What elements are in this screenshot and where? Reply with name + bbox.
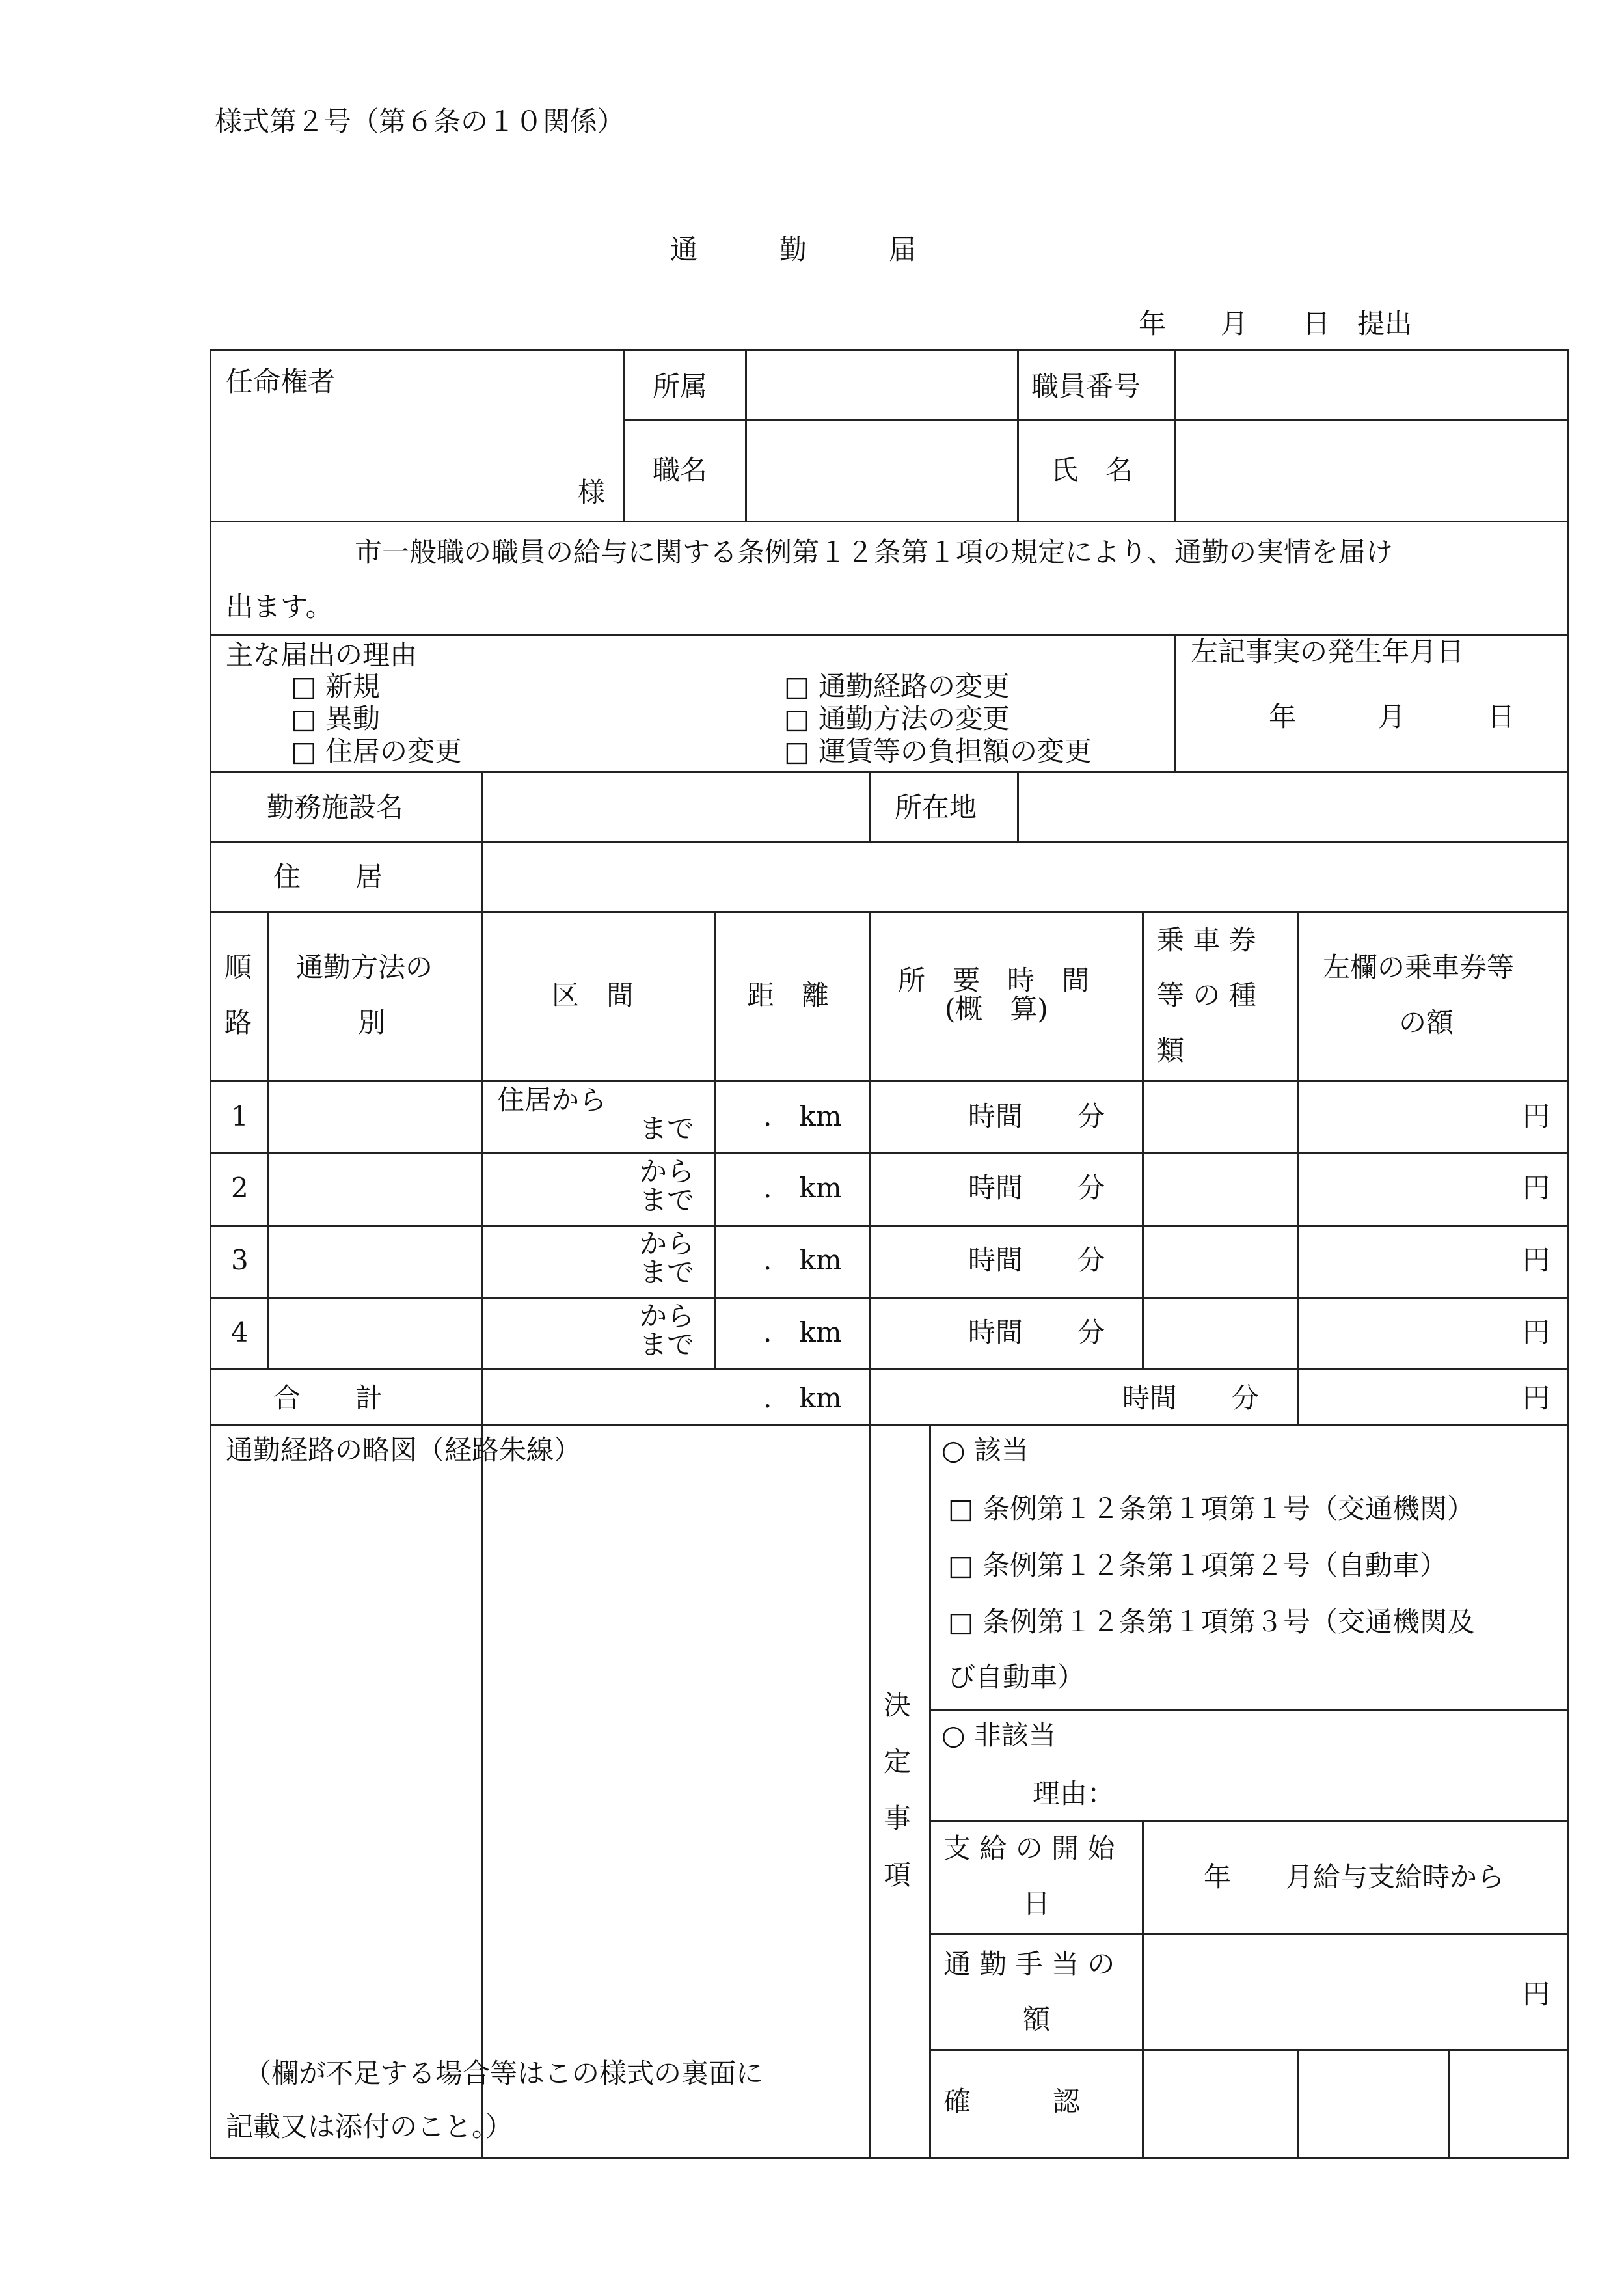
rule [1297, 911, 1299, 1370]
amount-yen[interactable]: 円 [1522, 1100, 1550, 1132]
article-item-3-cont: び自動車） [948, 1661, 1085, 1693]
rule [1017, 771, 1019, 841]
residence-field[interactable] [485, 845, 1565, 906]
confirm-label: 確 認 [943, 2085, 1081, 2117]
reason-option-fare[interactable]: □ 運賃等の負担額の変更 [784, 735, 1092, 767]
rule [210, 1297, 1569, 1299]
distance-value[interactable]: . km [763, 1172, 842, 1204]
position-field[interactable] [748, 423, 1015, 517]
method-field[interactable] [270, 1156, 478, 1223]
time-value[interactable]: 時間 分 [968, 1316, 1105, 1348]
header-section: 区 間 [552, 979, 634, 1011]
header-method-1: 通勤方法の [296, 951, 433, 983]
article-item-3[interactable]: □ 条例第１２条第１項第３号（交通機関及 [948, 1606, 1475, 1638]
rule [267, 911, 269, 1370]
section-from: 住居から [497, 1084, 607, 1116]
not-applicable-option[interactable]: ○ 非該当 [941, 1719, 1056, 1751]
rule [210, 1080, 1569, 1082]
allowance-label-2: 額 [1023, 2003, 1051, 2035]
rule [714, 911, 716, 1370]
ticket-type-field[interactable] [1145, 1228, 1293, 1295]
total-label: 合 計 [273, 1382, 383, 1414]
facility-field[interactable] [485, 776, 865, 837]
reason-option-transfer[interactable]: □ 異動 [291, 703, 381, 735]
rule [1297, 1368, 1299, 1425]
header-order-1: 順 [224, 951, 252, 983]
method-field[interactable] [270, 1301, 478, 1368]
start-date-label-1: 支 給 の 開 始 [943, 1832, 1115, 1864]
statement-line-2: 出ます。 [226, 591, 333, 623]
section-to: まで [640, 1256, 695, 1288]
rule [929, 1820, 1569, 1822]
rule [1174, 634, 1176, 772]
facility-label: 勤務施設名 [267, 791, 404, 823]
method-field[interactable] [270, 1228, 478, 1295]
rule [1142, 1820, 1144, 2159]
total-distance[interactable]: . km [763, 1382, 842, 1414]
rule [869, 911, 871, 2159]
amount-yen[interactable]: 円 [1522, 1244, 1550, 1276]
row-number: 3 [231, 1244, 249, 1276]
reason-label: 主な届出の理由 [226, 639, 418, 671]
rule [210, 911, 1569, 913]
header-method-2: 別 [358, 1007, 386, 1038]
ticket-type-field[interactable] [1145, 1301, 1293, 1368]
rule [625, 419, 1568, 421]
rule [745, 349, 747, 522]
rule [210, 1368, 1569, 1370]
header-ticket-1: 乗 車 券 [1157, 924, 1256, 956]
not-applicable-reason-label: 理由： [1033, 1778, 1115, 1810]
occurrence-date-label: 左記事実の発生年月日 [1191, 636, 1465, 668]
article-item-1[interactable]: □ 条例第１２条第１項第１号（交通機関） [948, 1493, 1475, 1525]
name-label: 氏 名 [1051, 454, 1133, 486]
rule [929, 2049, 1569, 2051]
section-from: から [640, 1156, 695, 1187]
total-time[interactable]: 時間 分 [1122, 1382, 1260, 1414]
map-label: 通勤経路の略図（経路朱線） [226, 1434, 582, 1466]
map-note-2: 記載又は添付のこと。） [226, 2111, 513, 2143]
amount-yen[interactable]: 円 [1522, 1172, 1550, 1204]
rule [210, 771, 1569, 773]
occurrence-date-value[interactable]: 年 月 日 [1269, 701, 1515, 733]
decision-label-1: 決 [884, 1689, 912, 1721]
row-number: 4 [231, 1316, 249, 1348]
header-amount-1: 左欄の乗車券等 [1323, 951, 1515, 983]
distance-value[interactable]: . km [763, 1100, 842, 1132]
confirm-stamp-box-2[interactable] [1300, 2053, 1444, 2156]
confirm-stamp-box-1[interactable] [1145, 2053, 1293, 2156]
header-ticket-2: 等 の 種 [1157, 979, 1256, 1011]
ticket-type-field[interactable] [1145, 1156, 1293, 1223]
article-item-2[interactable]: □ 条例第１２条第１項第２号（自動車） [948, 1549, 1448, 1581]
total-amount[interactable]: 円 [1522, 1382, 1550, 1414]
allowance-amount-yen[interactable]: 円 [1522, 1978, 1550, 2010]
row-number: 1 [231, 1100, 249, 1132]
decision-label-4: 項 [884, 1859, 912, 1891]
header-amount-2: の額 [1399, 1007, 1454, 1038]
page-title: 通 勤 届 [670, 234, 917, 265]
staff-number-field[interactable] [1178, 357, 1565, 416]
row-number: 2 [231, 1172, 249, 1204]
distance-value[interactable]: . km [763, 1244, 842, 1276]
distance-value[interactable]: . km [763, 1316, 842, 1348]
rule [210, 1225, 1569, 1227]
rule [929, 1709, 1569, 1711]
section-to: まで [640, 1113, 695, 1145]
residence-label: 住 居 [273, 861, 383, 893]
form-number: 様式第２号（第６条の１０関係） [215, 105, 625, 137]
decision-label-3: 事 [884, 1802, 912, 1834]
time-value[interactable]: 時間 分 [968, 1100, 1105, 1132]
reason-option-route[interactable]: □ 通勤経路の変更 [784, 670, 1010, 702]
section-to: まで [640, 1184, 695, 1216]
rule [210, 1424, 1569, 1426]
confirm-stamp-box-3[interactable] [1451, 2053, 1565, 2156]
rule [1142, 911, 1144, 1370]
time-value[interactable]: 時間 分 [968, 1244, 1105, 1276]
start-date-value[interactable]: 年 月給与支給時から [1204, 1861, 1505, 1893]
route-map-area[interactable] [212, 1426, 867, 2156]
rule [1448, 2049, 1450, 2159]
rule [210, 521, 1569, 522]
staff-number-label: 職員番号 [1031, 370, 1141, 402]
position-label: 職名 [653, 454, 708, 486]
header-time-1: 所 要 時 間 [898, 964, 1090, 996]
header-distance: 距 離 [747, 979, 830, 1011]
rule [1174, 349, 1176, 522]
appointer-suffix: 様 [578, 476, 606, 508]
reason-option-address[interactable]: □ 住居の変更 [291, 735, 463, 767]
applicable-option[interactable]: ○ 該当 [941, 1434, 1029, 1466]
section-to: まで [640, 1329, 695, 1361]
header-order-2: 路 [224, 1007, 252, 1038]
ticket-type-field[interactable] [1145, 1084, 1293, 1151]
start-date-label-2: 日 [1023, 1888, 1051, 1919]
statement-line-1: 市一般職の職員の給与に関する条例第１２条第１項の規定により、通勤の実情を届け [355, 536, 1394, 568]
affiliation-field[interactable] [748, 357, 1015, 416]
header-time-2: (概 算) [945, 993, 1048, 1025]
decision-label-2: 定 [884, 1746, 912, 1778]
rule [1017, 349, 1019, 522]
reason-option-new[interactable]: □ 新規 [291, 670, 381, 702]
appointer-label: 任命権者 [226, 366, 336, 398]
rule [1297, 2049, 1299, 2159]
section-from: から [640, 1300, 695, 1332]
name-field[interactable] [1178, 423, 1565, 517]
rule [623, 349, 625, 522]
location-label: 所在地 [895, 791, 977, 823]
affiliation-label: 所属 [653, 370, 708, 402]
time-value[interactable]: 時間 分 [968, 1172, 1105, 1204]
header-ticket-3: 類 [1157, 1035, 1185, 1066]
rule [210, 841, 1569, 843]
map-note-1: （欄が不足する場合等はこの様式の裏面に [244, 2057, 764, 2089]
section-from: から [640, 1228, 695, 1260]
rule [210, 1152, 1569, 1154]
method-field[interactable] [270, 1084, 478, 1151]
amount-yen[interactable]: 円 [1522, 1316, 1550, 1348]
allowance-label-1: 通 勤 手 当 の [943, 1948, 1115, 1980]
reason-option-method[interactable]: □ 通勤方法の変更 [784, 703, 1010, 735]
location-field[interactable] [1020, 776, 1563, 837]
submit-date: 年 月 日 提出 [1139, 308, 1413, 340]
rule [929, 1933, 1569, 1935]
rule [869, 771, 871, 841]
